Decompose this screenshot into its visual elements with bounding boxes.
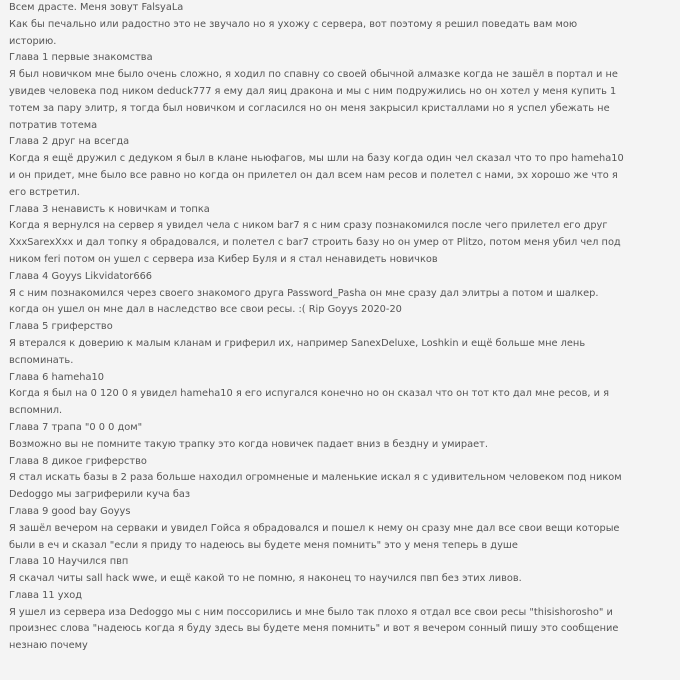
text-line: были в еч и сказал "если я приду то надеюсь вы будете меня помнить" это у меня теперь в душе [9, 539, 518, 551]
text-line: Глава 8 дикое гриферство [9, 455, 147, 467]
text-line: Я был новичком мне было очень сложно, я ходил по спавну со своей обычной алмазке когда не зашёл в портал и не [9, 69, 618, 81]
text-line: когда он ушел он мне дал в наследство все свои ресы. :( Rip Goyys 2020-20 [9, 304, 402, 316]
text-line: Глава 11 уход [9, 589, 83, 601]
text-line: Я с ним познакомился через своего знакомого друга Password_Pasha он мне сразу дал элитры а потом и шалкер. [9, 287, 599, 299]
text-line: Когда я был на 0 120 0 я увидел hameha10 я его испугался конечно но он сказал что он тот кто дал мне ресов, и я [9, 388, 609, 400]
text-line: незнаю почему [9, 640, 88, 652]
text-line: Когда я ещё дружил с дедуком я был в клане ньюфагов, мы шли на базу когда один чел сказал что то про hameha10 [9, 153, 624, 165]
text-line: произнес слова "надеюсь когда я буду здесь вы будете меня помнить" и вот я вечером сонный пишу это сообщение [9, 623, 619, 635]
text-line: потратив тотема [9, 119, 98, 131]
text-line: его встретил. [9, 186, 80, 198]
text-line: Возможно вы не помните такую трапку это когда новичек падает вниз в бездну и умирает. [9, 438, 488, 450]
text-line: увидев человека под ником deduck777 я ему дал яиц дракона и мы с ним подружились но он хотел у меня купить 1 [9, 85, 617, 97]
text-line: XxxSarexXxx и дал топку я обрадовался, и полетел с bar7 строить базу но он умер от Plitzo, потом меня убил чел под [9, 237, 621, 249]
text-line: Всем драсте. Меня зовут FalsyaLa [9, 2, 184, 13]
text-line: Глава 5 гриферство [9, 321, 113, 333]
text-line: Я ушел из сервера иза Dedoggo мы с ним поссорились и мне было так плохо я отдал все свои ресы "thisishorosho" и [9, 606, 613, 618]
text-line: вспоминать. [9, 354, 74, 366]
text-line: Глава 2 друг на всегда [9, 136, 130, 148]
text-line: Глава 4 Goyys Likvidator666 [9, 270, 153, 282]
text-line: вспомнил. [9, 405, 63, 417]
text-line: историю. [9, 35, 57, 47]
text-line: Когда я вернулся на сервер я увидел чела с ником bar7 я с ним сразу познакомился после чего прилетел его друг [9, 220, 608, 232]
text-line: Глава 10 Научился пвп [9, 556, 129, 568]
text-line: Глава 3 ненависть к новичкам и топка [9, 203, 210, 215]
text-line: Я втерался к доверию к малым кланам и гриферил их, например SanexDeluxe, Loshkin и ещё больше мне лень [9, 337, 586, 349]
text-line: Я стал искать базы в 2 раза больше находил огромненые и маленькие искал я с удивительном человеком под ником [9, 472, 622, 484]
text-line: Глава 1 первые знакомства [9, 52, 153, 64]
text-line: Глава 9 good bay Goyys [9, 505, 131, 517]
text-line: Глава 6 hameha10 [9, 371, 104, 383]
text-line: тотем за пару элитр, я тогда был новичком и согласился но он меня закрысил кристаллами но я успел убежать не [9, 102, 610, 114]
text-line: ником feri потом он ушел с сервера иза Кибер Буля и я стал ненавидеть новичков [9, 253, 438, 265]
text-line: Dedoggo мы загриферили куча баз [9, 489, 191, 501]
text-line: Я скачал читы sall hack wwe, и ещё какой то не помню, я наконец то научился пвп без этих ливов. [9, 573, 522, 585]
text-line: Я зашёл вечером на серваки и увидел Гойса я обрадовался и пошел к нему он сразу мне дал все свои вещи которые [9, 522, 620, 534]
text-line: Как бы печально или радостно это не звучало но я ухожу с сервера, вот поэтому я решил поведать вам мою [9, 18, 578, 30]
text-line: Глава 7 трапа "0 0 0 дом" [9, 421, 143, 433]
text-line: и он придет, мне было все равно но когда он прилетел он дал всем нам ресов и полетел с нами, эх хорошо же что я [9, 169, 618, 181]
